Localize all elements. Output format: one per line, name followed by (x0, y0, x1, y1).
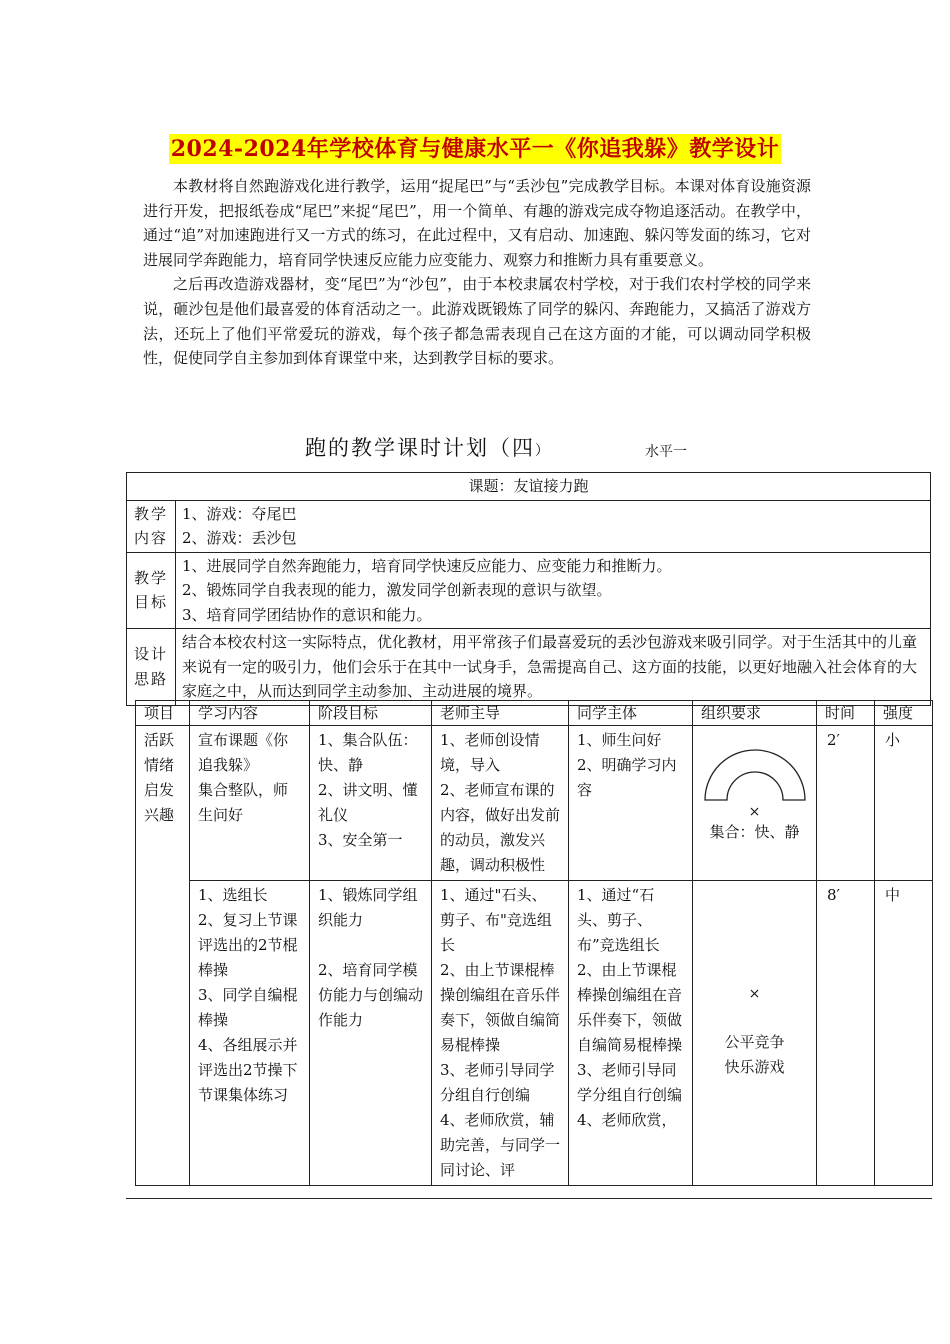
goal-cell: 1、集合队伍： 快、静 2、讲文明、懂礼仪 3、安全第一 (310, 726, 432, 881)
section-cell: 活跃情绪启发兴趣 (136, 726, 190, 1186)
organization-text: 公平竞争 快乐游戏 (724, 1033, 785, 1076)
header-cell: 同学主体 (569, 701, 693, 726)
header-cell: 组织要求 (693, 701, 817, 726)
goal-line: 2、锻炼同学自我表现的能力，激发同学创新表现的意识与欲望。 (182, 581, 612, 599)
header-cell: 时间 (817, 701, 875, 726)
topic-cell: 课题：友谊接力跑 (127, 473, 931, 501)
info-table (126, 472, 931, 706)
time-cell: 8′ (817, 881, 875, 1186)
lesson-header-row (136, 701, 933, 726)
header-cell: 项目 (136, 701, 190, 726)
design-label: 设计思路 (127, 629, 176, 706)
teacher-position-marker: × (748, 986, 761, 1002)
header-cell: 老师主导 (432, 701, 569, 726)
lesson-row (136, 726, 933, 881)
goal-line: 1、进展同学自然奔跑能力，培育同学快速反应能力、应变能力和推断力。 (182, 556, 672, 575)
organization-cell (693, 726, 817, 881)
document-title: 2024-2024年学校体育与健康水平一《你追我躲》教学设计 (170, 136, 780, 162)
content-cell: 1、选组长 2、复习上节课评选出的2节棍棒操 3、同学自编棍棒操 4、各组展示并评选出2节操下节课集体练习 (190, 881, 310, 1186)
header-cell: 强度 (875, 701, 933, 726)
intro-paragraph-2: 之后再改造游戏器材，变“尾巴”为“沙包”，由于本校隶属农村学校，对于我们农村学校的同学来说，砸沙包是他们最喜爱的体育活动之一。此游戏既锻炼了同学的躲闪、奔跑能力，又搞活了游戏方法，还玩上了他们平常爱玩的游戏，每个孩子都急需表现自己在这方面的才能，可以调动同学积极性，促使同学自主参加到体育课堂中来，达到教学目标的要求。 (143, 275, 811, 368)
design-cell: 结合本校农村这一实际特点，优化教材，用平常孩子们最喜爱玩的丢沙包游戏来吸引同学。对于生活其中的儿童来说有一定的吸引力，他们会乐于在其中一试身手，急需提高自己、这方面的技能，以更好地融入社会体育的大家庭之中，从而达到同学主动参加、主动进展的境界。 (176, 629, 931, 706)
organization-text: 集合：快、静 (709, 823, 800, 841)
goal-line: 3、培育同学团结协作的意识和能力。 (182, 605, 432, 624)
header-cell: 阶段目标 (310, 701, 432, 726)
plan-title-paren: ） (535, 443, 549, 459)
content-cell: 宣布课题《你追我躲》 集合整队，师生问好 (190, 726, 310, 881)
lesson-table (135, 700, 933, 1186)
intro-text (143, 174, 811, 371)
student-cell: 1、师生问好 2、明确学习内容 (569, 726, 693, 881)
table-bottom-rule (126, 1198, 932, 1199)
goal-label: 教学目标 (127, 552, 176, 629)
teacher-position-marker: × (748, 804, 761, 820)
time-cell: 2′ (817, 726, 875, 881)
semicircle-formation-icon (703, 742, 807, 804)
content-label: 教学内容 (127, 500, 176, 552)
teacher-cell: 1、老师创设情境，导入 2、老师宣布课的内容，做好出发前的动员，激发兴趣，调动积极性 (432, 726, 569, 881)
content-line: 1、游戏：夺尾巴 (182, 504, 297, 523)
plan-title-text: 跑的教学课时计划（四 (305, 436, 535, 460)
lesson-row (136, 881, 933, 1186)
student-cell: 1、通过“石头、剪子、布”竞选组长 2、由上节课棍棒操创编组在音乐伴奏下，领做自编简易棍棒操 3、老师引导同学分组自行创编 4、老师欣赏， (569, 881, 693, 1186)
goal-cell (176, 552, 931, 629)
intensity-cell: 小 (875, 726, 933, 881)
organization-cell (693, 881, 817, 1186)
intro-paragraph-1: 本教材将自然跑游戏化进行教学，运用“捉尾巴”与“丢沙包”完成教学目标。本课对体育设施资源进行开发，把报纸卷成“尾巴”来捉“尾巴”，用一个简单、有趣的游戏完成夺物追逐活动。在教学中，通过“追”对加速跑进行又一方式的练习，在此过程中，又有启动、加速跑、躲闪等发面的练习，它对进展同学奔跑能力，培育同学快速反应能力应变能力、观察力和推断力具有重要意义。 (143, 177, 811, 269)
intensity-cell: 中 (875, 881, 933, 1186)
plan-title (305, 432, 549, 462)
title-container (0, 134, 950, 164)
teacher-cell: 1、通过"石头、剪子、布"竞选组长 2、由上节课棍棒操创编组在音乐伴奏下，领做自编简易棍棒操 3、老师引导同学分组自行创编 4、老师欣赏，辅助完善，与同学一同讨论、评 (432, 881, 569, 1186)
content-line: 2、游戏：丢沙包 (182, 529, 297, 547)
header-cell: 学习内容 (190, 701, 310, 726)
goal-cell: 1、锻炼同学组织能力 2、培育同学模仿能力与创编动作能力 (310, 881, 432, 1186)
content-cell (176, 500, 931, 552)
level-label: 水平一 (645, 444, 687, 460)
